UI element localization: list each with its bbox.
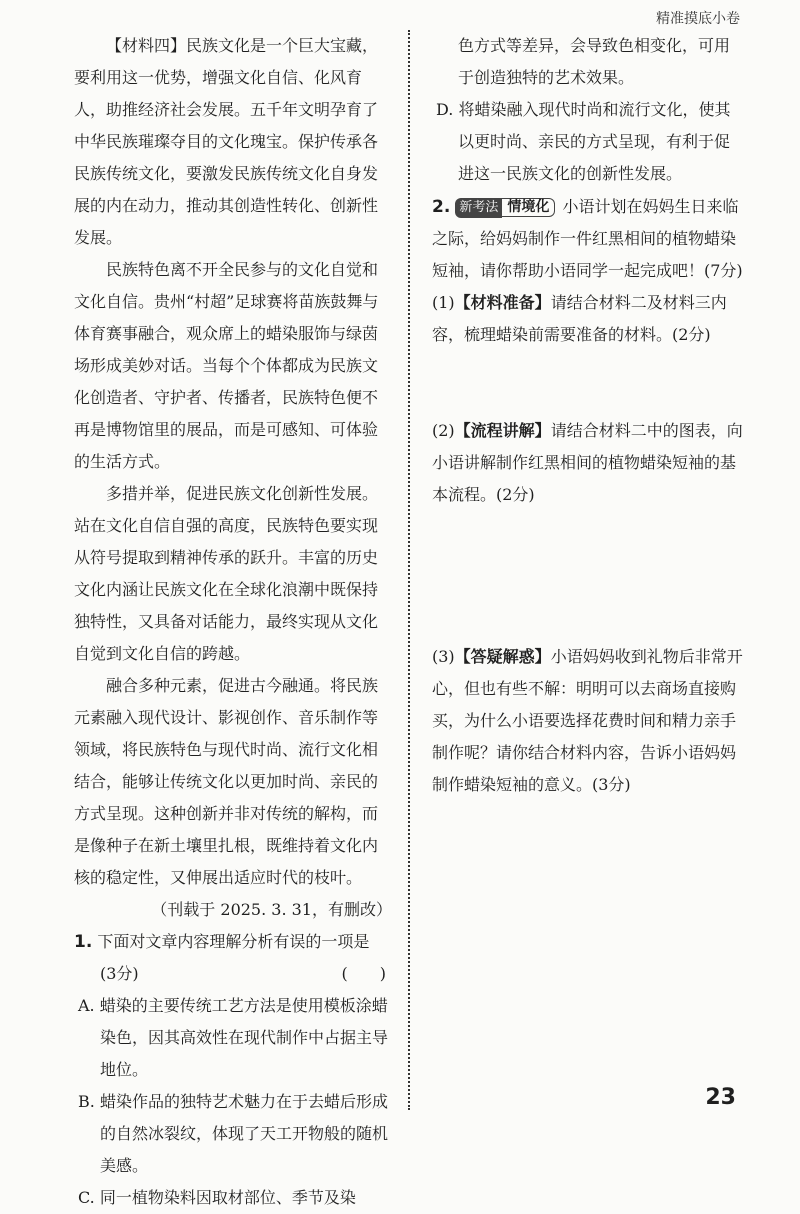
subquestion-1 bbox=[432, 287, 744, 351]
option-c-label: C. bbox=[78, 1188, 95, 1207]
question-2 bbox=[432, 190, 744, 801]
tag-new-format: 新考法 bbox=[455, 198, 502, 218]
option-b-label: B. bbox=[78, 1092, 95, 1111]
question-1-score: (3分) bbox=[100, 964, 139, 983]
question-1 bbox=[74, 926, 392, 1214]
question-1-option-c[interactable] bbox=[74, 1182, 392, 1214]
question-1-option-a[interactable] bbox=[74, 990, 392, 1086]
subquestion-3 bbox=[432, 641, 744, 801]
material4-paragraph3: 多措并举，促进民族文化创新性发展。站在文化自信自强的高度，民族特色要实现从符号提取到精神传承的跃升。丰富的历史文化内涵让民族文化在全球化浪潮中既保持独特性，又具备对话能力，最终实现从文化自觉到文化自信的跨越。 bbox=[74, 484, 379, 663]
option-d-label: D. bbox=[436, 100, 454, 119]
tag-situational: 情境化 bbox=[502, 198, 555, 217]
option-d-text: 将蜡染融入现代时尚和流行文化，使其以更时尚、亲民的方式呈现，有利于促进这一民族文化的创新性发展。 bbox=[458, 100, 731, 183]
answer-space-2[interactable] bbox=[432, 511, 744, 641]
question-2-stem: 小语计划在妈妈生日来临之际，给妈妈制作一件红黑相间的植物蜡染短袖，请你帮助小语同学一起完成吧！(7分) bbox=[432, 197, 743, 280]
question-1-number: 1. bbox=[74, 932, 93, 952]
option-a-label: A. bbox=[78, 996, 95, 1015]
subquestion-2-tag: 【流程讲解】 bbox=[454, 421, 551, 440]
question-1-option-b[interactable] bbox=[74, 1086, 392, 1182]
source-note: （刊载于 2025. 3. 31，有删改） bbox=[151, 900, 392, 919]
page-number: 23 bbox=[705, 1085, 736, 1110]
subquestion-2 bbox=[432, 415, 744, 511]
question-1-stem: 下面对文章内容理解分析有误的一项是 bbox=[97, 932, 370, 951]
subquestion-1-tag: 【材料准备】 bbox=[454, 293, 551, 312]
option-c-text: 同一植物染料因取材部位、季节及染 bbox=[99, 1188, 356, 1207]
subquestion-3-number: (3) bbox=[432, 647, 455, 666]
new-format-badge bbox=[455, 190, 555, 222]
subquestion-2-number: (2) bbox=[432, 421, 455, 440]
column-divider bbox=[408, 30, 410, 1110]
option-a-text: 蜡染的主要传统工艺方法是使用模板涂蜡染色，因其高效性在现代制作中占据主导地位。 bbox=[99, 996, 389, 1079]
answer-space-1[interactable] bbox=[432, 351, 744, 415]
option-b-text: 蜡染作品的独特艺术魅力在于去蜡后形成的自然冰裂纹，体现了天工开物般的随机美感。 bbox=[99, 1092, 389, 1175]
header-title: 精准摸底小卷 bbox=[656, 11, 740, 27]
subquestion-1-text: 请结合材料二及材料三内容，梳理蜡染前需要准备的材料。(2分) bbox=[432, 293, 727, 344]
subquestion-3-tag: 【答疑解惑】 bbox=[454, 647, 551, 666]
question-1-answer-paren[interactable]: ( ) bbox=[341, 964, 386, 983]
left-column bbox=[74, 30, 392, 1214]
material4-paragraph4: 融合多种元素，促进古今融通。将民族元素融入现代设计、影视创作、音乐制作等领域，将民族特色与现代时尚、流行文化相结合，能够让传统文化以更加时尚、亲民的方式呈现。这种创新并非对传统的解构，而是像种子在新土壤里扎根，既维持着文化内核的稳定性，又伸展出适应时代的枝叶。 bbox=[74, 676, 379, 887]
right-column bbox=[432, 30, 744, 801]
material4-paragraph1: 【材料四】民族文化是一个巨大宝藏，要利用这一优势，增强文化自信、化风育人，助推经济社会发展。五千年文明孕育了中华民族璀璨夺目的文化瑰宝。保护传承各民族传统文化，要激发民族传统文化自身发展的内在动力，推动其创造性转化、创新性发展。 bbox=[74, 36, 379, 247]
material4-paragraph2: 民族特色离不开全民参与的文化自觉和文化自信。贵州“村超”足球赛将苗族鼓舞与体育赛事融合，观众席上的蜡染服饰与绿茵场形成美妙对话。当每个个体都成为民族文化创造者、守护者、传播者，民族特色便不再是博物馆里的展品，而是可感知、可体验的生活方式。 bbox=[74, 260, 379, 471]
question-2-number: 2. bbox=[432, 197, 451, 217]
subquestion-3-text: 小语妈妈收到礼物后非常开心，但也有些不解：明明可以去商场直接购买，为什么小语要选择花费时间和精力亲手制作呢？请你结合材料内容，告诉小语妈妈制作蜡染短袖的意义。(3分) bbox=[432, 647, 743, 794]
subquestion-2-text: 请结合材料二中的图表，向小语讲解制作红黑相间的植物蜡染短袖的基本流程。(2分) bbox=[432, 421, 743, 504]
option-c-continued: 色方式等差异，会导致色相变化，可用于创造独特的艺术效果。 bbox=[458, 36, 731, 87]
subquestion-1-number: (1) bbox=[432, 293, 455, 312]
question-1-option-d[interactable] bbox=[432, 94, 744, 190]
